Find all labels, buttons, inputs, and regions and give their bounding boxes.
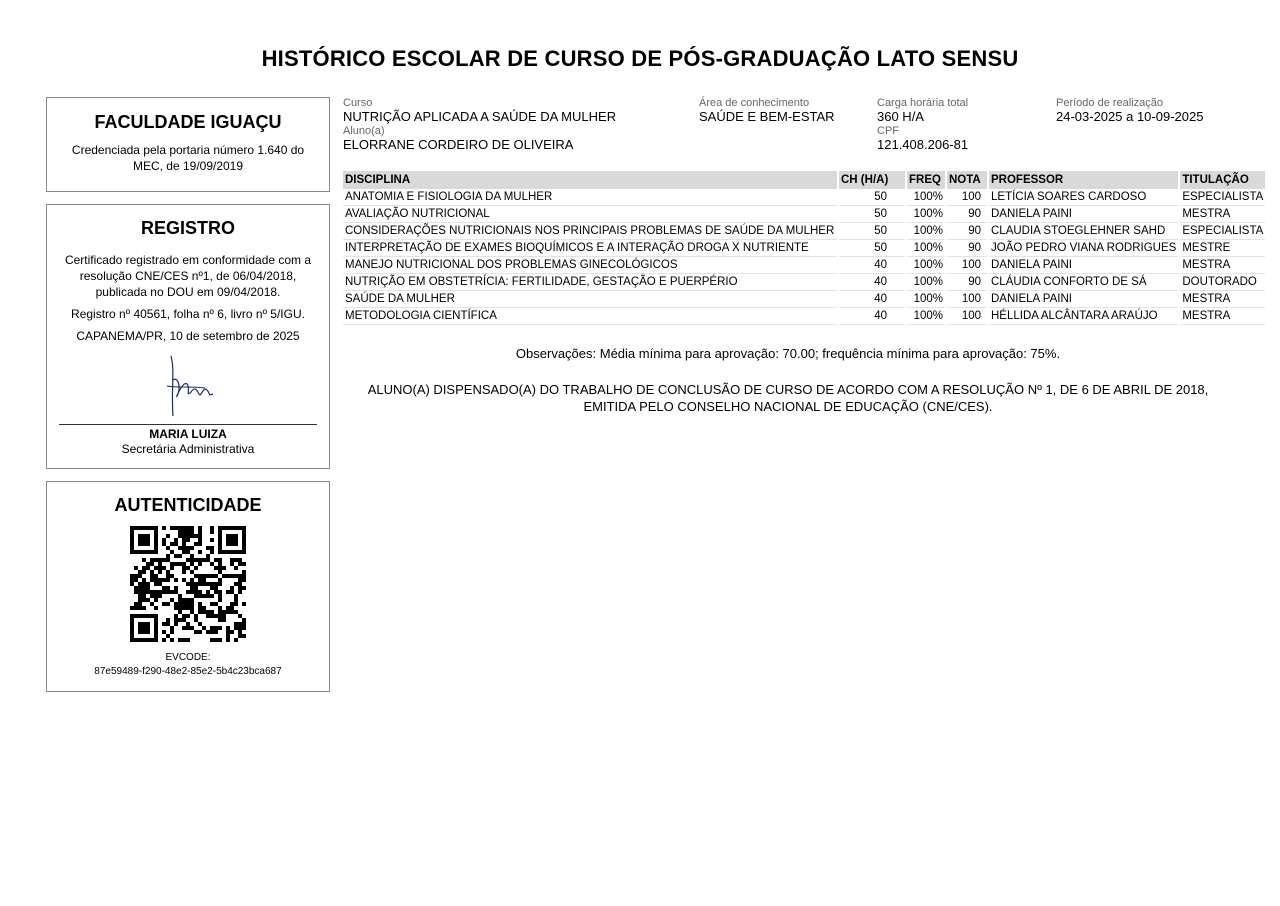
cell-freq: 100% <box>906 240 946 257</box>
cell-titulacao: MESTRA <box>1179 206 1266 223</box>
cell-professor: CLAUDIA STOEGLEHNER SAHD <box>988 223 1179 240</box>
header-disciplina: DISCIPLINA <box>343 171 838 189</box>
carga-label: Carga horária total <box>877 97 969 109</box>
cell-ch: 40 <box>838 291 906 308</box>
cell-freq: 100% <box>906 223 946 240</box>
area-value: SAÚDE E BEM-ESTAR <box>699 109 835 124</box>
cell-professor: CLÁUDIA CONFORTO DE SÁ <box>988 274 1179 291</box>
cell-titulacao: MESTRE <box>1179 240 1266 257</box>
meta-cpf <box>877 125 968 152</box>
cell-ch: 50 <box>838 189 906 206</box>
signer-name: MARIA LUIZA <box>149 427 227 441</box>
cell-professor: DANIELA PAINI <box>988 206 1179 223</box>
evcode-value: 87e59489-f290-48e2-85e2-5b4c23bca687 <box>94 666 282 677</box>
cell-disciplina: INTERPRETAÇÃO DE EXAMES BIOQUÍMICOS E A INTERAÇÃO DROGA X NUTRIENTE <box>343 240 838 257</box>
meta-curso <box>343 97 616 124</box>
curso-label: Curso <box>343 97 373 109</box>
cell-disciplina: NUTRIÇÃO EM OBSTETRÍCIA: FERTILIDADE, GESTAÇÃO E PUERPÉRIO <box>343 274 838 291</box>
faculdade-heading: FACULDADE IGUAÇU <box>94 112 282 132</box>
registro-line: Registro nº 40561, folha nº 6, livro nº 5/IGU. <box>71 307 305 321</box>
table-row <box>343 240 1266 257</box>
cell-titulacao: MESTRA <box>1179 257 1266 274</box>
cell-ch: 50 <box>838 223 906 240</box>
cell-disciplina: MANEJO NUTRICIONAL DOS PROBLEMAS GINECOLÓGICOS <box>343 257 838 274</box>
header-professor: PROFESSOR <box>988 171 1179 189</box>
cell-nota: 90 <box>946 206 988 223</box>
table-header-row <box>343 171 1266 189</box>
observacoes-text: Observações: Média mínima para aprovação: 70.00; frequência mínima para aprovação: 75%. <box>515 346 1061 361</box>
cell-titulacao: ESPECIALISTA <box>1179 223 1266 240</box>
cell-disciplina: CONSIDERAÇÕES NUTRICIONAIS NOS PRINCIPAIS PROBLEMAS DE SAÚDE DA MULHER <box>343 223 838 240</box>
faculdade-text: Credenciada pela portaria número 1.640 do MEC, de 19/09/2019 <box>71 143 305 173</box>
cell-nota: 100 <box>946 189 988 206</box>
registro-place-date: CAPANEMA/PR, 10 de setembro de 2025 <box>76 329 300 343</box>
cell-nota: 100 <box>946 291 988 308</box>
table-row <box>343 291 1266 308</box>
cell-freq: 100% <box>906 206 946 223</box>
cell-nota: 90 <box>946 274 988 291</box>
meta-aluno <box>343 125 573 152</box>
cell-professor: LETÍCIA SOARES CARDOSO <box>988 189 1179 206</box>
header-nota: NOTA <box>946 171 988 189</box>
cell-ch: 40 <box>838 257 906 274</box>
cell-ch: 40 <box>838 274 906 291</box>
table-row <box>343 223 1266 240</box>
table-row <box>343 308 1266 325</box>
cell-nota: 100 <box>946 257 988 274</box>
cell-nota: 100 <box>946 308 988 325</box>
periodo-label: Período de realização <box>1056 97 1164 109</box>
evcode-label: EVCODE: <box>165 652 211 663</box>
header-titulacao: TITULAÇÃO <box>1179 171 1266 189</box>
cell-titulacao: MESTRA <box>1179 308 1266 325</box>
signature-line <box>59 424 317 425</box>
page-title: HISTÓRICO ESCOLAR DE CURSO DE PÓS-GRADUAÇÃO LATO SENSU <box>261 46 1019 71</box>
cell-ch: 50 <box>838 206 906 223</box>
cell-titulacao: ESPECIALISTA <box>1179 189 1266 206</box>
meta-area <box>699 97 835 124</box>
meta-carga <box>877 97 968 124</box>
cell-ch: 40 <box>838 308 906 325</box>
aluno-value: ELORRANE CORDEIRO DE OLIVEIRA <box>343 137 574 152</box>
cell-ch: 50 <box>838 240 906 257</box>
cell-titulacao: DOUTORADO <box>1179 274 1266 291</box>
cell-titulacao: MESTRA <box>1179 291 1266 308</box>
carga-value: 360 H/A <box>877 109 924 124</box>
cell-disciplina: ANATOMIA E FISIOLOGIA DA MULHER <box>343 189 838 206</box>
cell-freq: 100% <box>906 308 946 325</box>
cell-professor: DANIELA PAINI <box>988 257 1179 274</box>
cell-disciplina: AVALIAÇÃO NUTRICIONAL <box>343 206 838 223</box>
meta-periodo <box>1056 97 1203 124</box>
table-row <box>343 274 1266 291</box>
qr-code-icon <box>130 526 246 642</box>
autenticidade-box <box>46 481 330 692</box>
periodo-value: 24-03-2025 a 10-09-2025 <box>1056 109 1204 124</box>
registro-heading: REGISTRO <box>140 218 235 238</box>
cell-freq: 100% <box>906 274 946 291</box>
cell-professor: JOÃO PEDRO VIANA RODRIGUES <box>988 240 1179 257</box>
cell-professor: HÉLLIDA ALCÂNTARA ARAÚJO <box>988 308 1179 325</box>
dispensa-text: ALUNO(A) DISPENSADO(A) DO TRABALHO DE CONCLUSÃO DE CURSO DE ACORDO COM A RESOLUÇÃO Nº 1, DE 6 DE ABRIL DE 2018, EMITIDA PELO CONSELHO NACIONAL DE EDUCAÇÃO (CNE/CES). <box>367 382 1209 414</box>
header-ch: CH (H/A) <box>838 171 906 189</box>
cell-disciplina: METODOLOGIA CIENTÍFICA <box>343 308 838 325</box>
signature-image <box>153 350 223 420</box>
table-row <box>343 189 1266 206</box>
header-freq: FREQ <box>906 171 946 189</box>
cpf-label: CPF <box>877 125 899 137</box>
curso-value: NUTRIÇÃO APLICADA A SAÚDE DA MULHER <box>343 109 617 124</box>
cell-nota: 90 <box>946 240 988 257</box>
cell-freq: 100% <box>906 257 946 274</box>
signer-role: Secretária Administrativa <box>121 442 255 456</box>
cell-freq: 100% <box>906 291 946 308</box>
cpf-value: 121.408.206-81 <box>877 137 969 152</box>
faculdade-box <box>46 97 330 192</box>
aluno-label: Aluno(a) <box>343 125 385 137</box>
autenticidade-heading: AUTENTICIDADE <box>114 495 262 515</box>
cell-nota: 90 <box>946 223 988 240</box>
grades-table <box>343 171 1267 325</box>
area-label: Área de conhecimento <box>699 97 810 109</box>
cell-freq: 100% <box>906 189 946 206</box>
registro-box <box>46 204 330 469</box>
cell-disciplina: SAÚDE DA MULHER <box>343 291 838 308</box>
table-row <box>343 257 1266 274</box>
table-row <box>343 206 1266 223</box>
cell-professor: DANIELA PAINI <box>988 291 1179 308</box>
registro-text: Certificado registrado em conformidade com a resolução CNE/CES nº1, de 06/04/2018, publicada no DOU em 09/04/2018. <box>64 253 312 299</box>
